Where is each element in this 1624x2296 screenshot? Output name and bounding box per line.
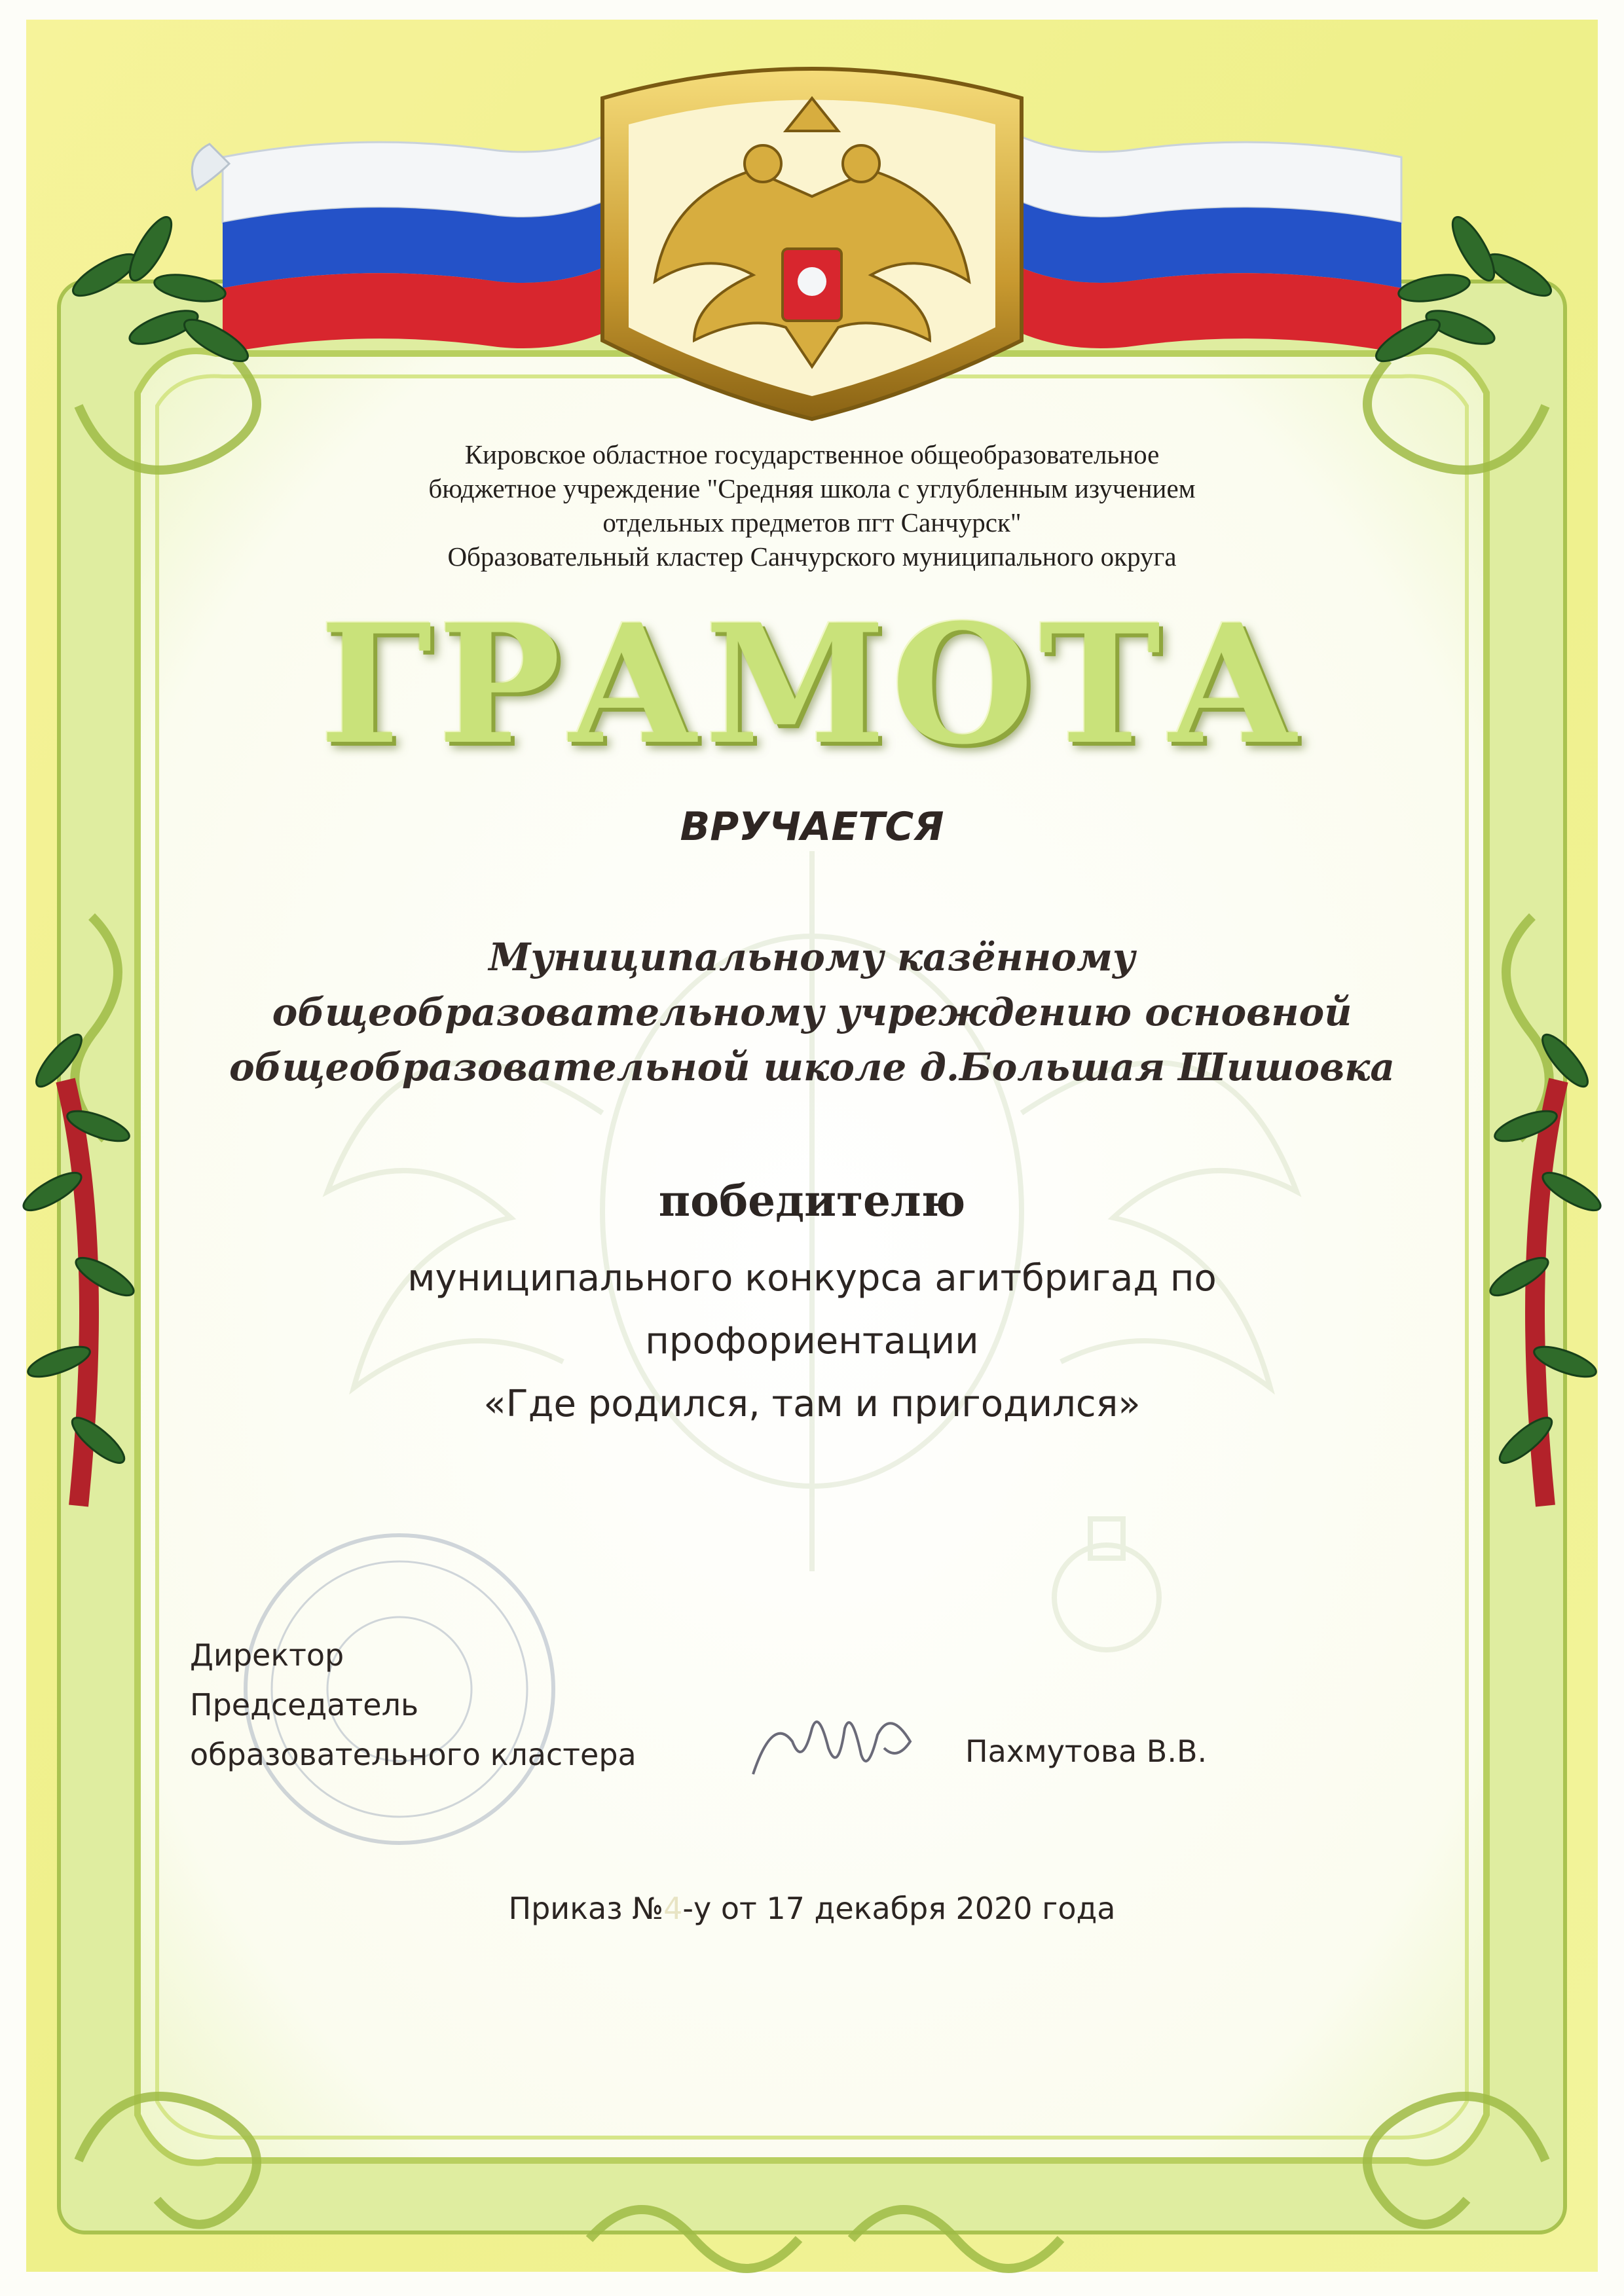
issuer-line: отдельных предметов пгт Санчурск" [602, 507, 1022, 538]
recipient-line: общеобразовательному учреждению основной [272, 990, 1352, 1034]
contest-line: муниципального конкурса агитбригад по [407, 1257, 1217, 1300]
contest-title: «Где родился, там и пригодился» [483, 1383, 1141, 1425]
issuer-line: Кировское областное государственное общеобразовательное [464, 439, 1160, 469]
order-reference [0, 1891, 1624, 1926]
presented-label: ВРУЧАЕТСЯ [680, 804, 944, 850]
coat-of-arms-emblem [602, 69, 1022, 419]
recipient-line: общеобразовательной школе д.Большая Шишовка [229, 1045, 1395, 1089]
recipient-line: Муниципальному казённому [489, 935, 1135, 979]
order-suffix: -у от 17 декабря 2020 года [682, 1891, 1116, 1926]
order-number: 4 [663, 1891, 683, 1926]
signatory-role: Председатель [190, 1687, 419, 1722]
issuer-line: бюджетное учреждение "Средняя школа с углубленным изучением [428, 473, 1196, 503]
russian-flag-left [192, 131, 616, 354]
russian-flag-right [1008, 131, 1401, 354]
winner-label: победителю [658, 1175, 966, 1226]
handwritten-signature [747, 1702, 923, 1787]
certificate-title: ГРАМОТА [319, 588, 1305, 780]
order-prefix: Приказ № [508, 1891, 664, 1926]
contest-description [0, 1247, 1624, 1436]
signatory-roles [190, 1630, 637, 1779]
cluster-line: Образовательный кластер Санчурского муниципального округа [447, 541, 1177, 572]
signatory-role: образовательного кластера [190, 1737, 637, 1772]
signatory-name: Пахмутова В.В. [965, 1734, 1208, 1769]
signatory-role: Директор [190, 1637, 344, 1673]
recipient-name [0, 930, 1624, 1095]
issuer-header [0, 437, 1624, 574]
contest-line: профориентации [645, 1320, 979, 1362]
